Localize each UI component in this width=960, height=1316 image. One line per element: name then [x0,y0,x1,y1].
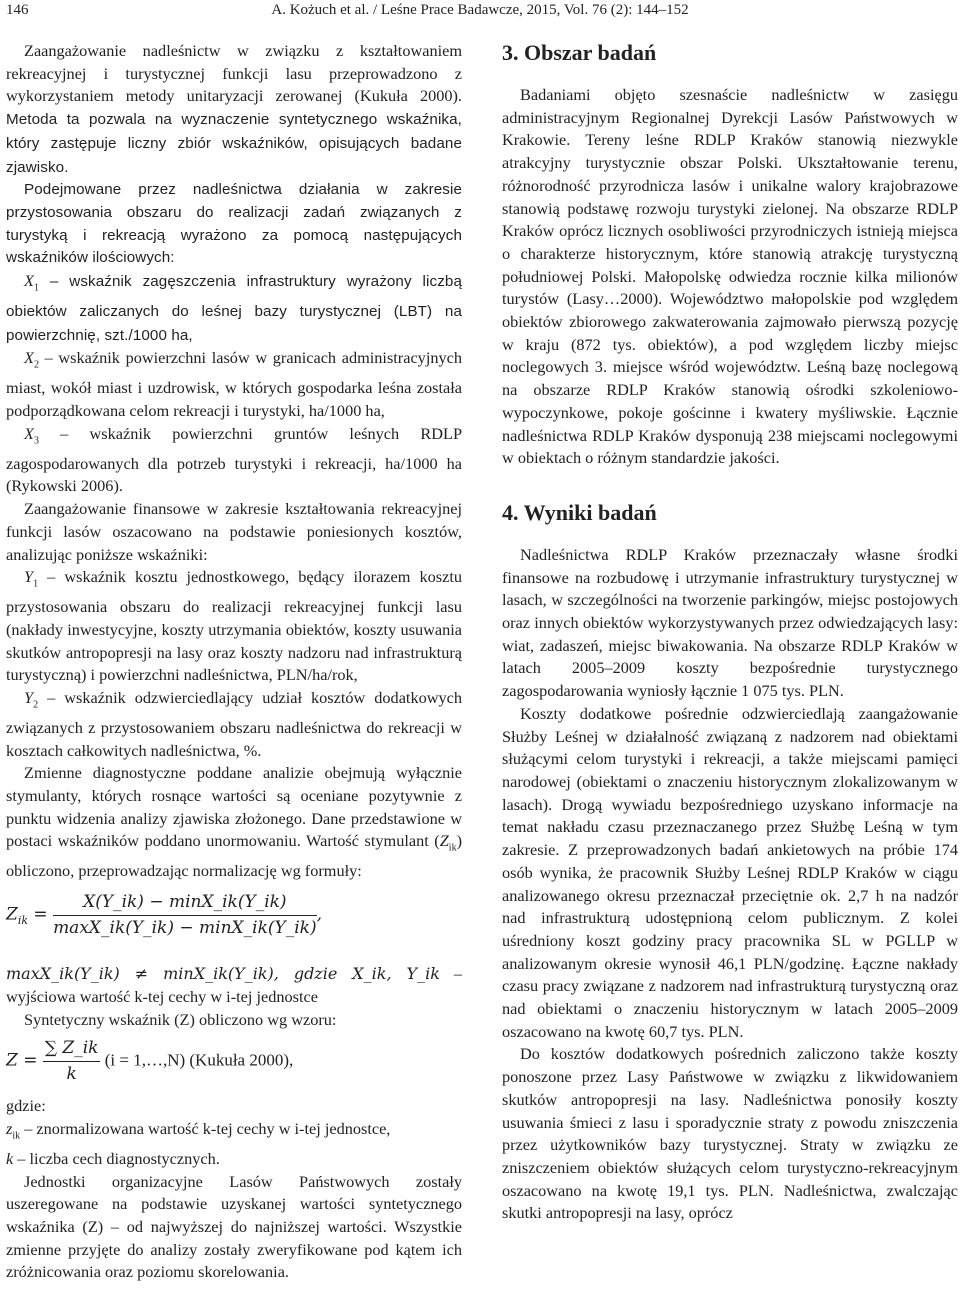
paragraph-financial: Zaangażowanie finansowe w zakresie kształtowania rekreacyjnej funkcji lasów oszacowano na podstawie poniesionych kosztów, analizując poniższe wskaźniki: [6,499,462,564]
paragraph-results-3: Do kosztów dodatkowych pośrednich zaliczono także koszty ponoszone przez Lasy Państwowe w związku z likwidowaniem skutków antropopresji na lasy. Nadleśnictwa ponosiły koszty usuwania śmieci z lasu i sporadycznie straty z powodu zniszczenia przez użytkowników bazy turystycznej. Straty w związku ze zniszczeniem obiektów służących celom turystyczno-rekreacyjnym oszacowano na kwotę 19,1 tys. PLN. Nadleśnictwa, zwalczając skutki antropopresji na lasy, oprócz [502,1044,958,1223]
indicator-y1: $Y_1$ – wskaźnik kosztu jednostkowego, będący ilorazem kosztu przystosowania obszaru do realizacji rekreacyjnej funkcji lasu (nakłady inwestycyjne, koszty utrzymania obiektów, koszty usuwania skutków antropopresji na lasy oraz koszty nadzoru nad infrastrukturą turystyczną) i powierzchni nadleśnictwa, PLN/ha/rok, [6,567,462,685]
where-label: gdzie: [6,1096,46,1116]
synthetic-formula: Z = $\frac{\sum Z\_ik}{k}$ (i = 1,…,N) (Kukuła 2000), [6,1038,294,1084]
paragraph-normalization: Zmienne diagnostyczne poddane analizie obejmują wyłącznie stymulanty, których rosnące wartości są oceniane pozytywnie z punktu widzenia analizy zjawiska złożonego. Dane przedstawione w postaci wskaźników poddano unormowaniu. Wartość stymulant $(Z_{ik})$ obliczono, przeprowadzając normalizację wg formuły: [6,763,462,881]
right-column [502,40,958,1225]
paragraph-actions: Podejmowane przez nadleśnictwa działania w zakresie przystosowania obszaru do realizacji zadań związanych z turystyką i rekreacją wyrażono za pomocą następujących wskaźników ilościowych: [6,181,462,267]
normalization-fraction [53,891,317,939]
synthetic-denominator: k [66,1063,77,1084]
indicator-x1: $X_1$ – wskaźnik zagęszczenia infrastruktury wyrażony liczbą obiektów zaliczanych do leśnej bazy turystycznej (LBT) na powierzchnię, szt./1000 ha, [6,271,462,344]
definition-z: $z_{ik}$ – znormalizowana wartość k-tej cechy w i-tej jednostce, [6,1118,391,1142]
fraction-numerator: X(Y_ik) − minX_ik(Y_ik) [53,891,317,916]
running-title: A. Kożuch et al. / Leśne Prace Badawcze, 2015, Vol. 76 (2): 144–152 [271,2,689,18]
paragraph-results-1: Nadleśnictwa RDLP Kraków przeznaczały własne środki finansowe na rozbudowę i utrzymanie infrastruktury turystycznej w lasach, w szczególności na tworzenie parkingów, miejsc postojowych oraz innych obiektów wykorzystywanych przez odwiedzających lasy: wiat, zadaszeń, miejsc biwakowania. Na obszarze RDLP Kraków w latach 2005–2009 koszty bezpośrednie turystycznego zagospodarowania wyniosły łącznie 1 075 tys. PLN. [502,544,958,701]
synthetic-numerator: ∑ Z_ik [43,1037,101,1062]
running-header [0,0,960,28]
paragraph-ranking: Jednostki organizacyjne Lasów Państwowych zostały uszeregowane na podstawie uzyskanej wartości syntetycznego wskaźnika (Z) – od najwyższej do najniższej wartości. Wszystkie zmienne przyjęte do analizy zostały zweryfikowane pod kątem ich zróżnicowania oraz poziomu skorelowania. [6,1171,462,1282]
section-heading-study-area: 3. Obszar badań [502,40,657,65]
indicator-y2: $Y_2$ – wskaźnik odzwierciedlający udział kosztów dodatkowych związanych z przystosowaniem obszaru nadleśnictwa do rekreacji w kosztach całkowitych nadleśnictwa, %. [6,687,462,760]
section-heading-results: 4. Wyniki badań [502,499,657,525]
fraction-denominator: maxX_ik(Y_ik) − minX_ik(Y_ik) [53,917,317,938]
paragraph-study-area: Badaniami objęto szesnaście nadleśnictw w zasięgu administracyjnym Regionalnej Dyrekcji Lasów Państwowych w Krakowie. Tereny leśne RDLP Kraków stanowią niezwykle atrakcyjny turystycznie obszar Polski. Ukształtowanie terenu, różnorodność przyrodnicza lasów i unikalne walory krajobrazowe stanowią podstawę rozwoju turystyki zielonej. Na obszarze RDLP Kraków oprócz licznych osobliwości przyrodniczych istnieją miejsca o charakterze historycznym, które stanowią atrakcję turystyczną południowej Polski. Małopolskę odwiedza rocznie kilka milionów turystów (Lasy…2000). Województwo małopolskie pod względem obiektów zbiorowego zakwaterowania zajmowało pierwszą pozycję w kraju (872 tys. obiektów), a pod względem liczby miejsc noclegowych 3. miejsce wśród województw. Leśną bazę noclegową na obszarze RDLP Kraków stanowią ośrodki szkoleniowo-wypoczynkowe, pokoje gościnne i kwatery myśliwskie. Łącznie nadleśnictwa RDLP Kraków dysponują 238 miejscami noclegowymi w obiektach o różnym standardzie jakości. [502,85,958,468]
indicator-x3: $X_3$ – wskaźnik powierzchni gruntów leśnych RDLP zagospodarowanych dla potrzeb turystyki i rekreacji, ha/1000 ha (Rykowski 2006). [6,423,462,496]
page-number: 146 [6,2,29,18]
synthetic-fraction [43,1037,101,1085]
definition-k: k – liczba cech diagnostycznych. [6,1148,220,1168]
formula-condition: maxX_ik(Y_ik) ≠ minX_ik(Y_ik), gdzie X_ik, Y_ik – wyjściowa wartość k-tej cechy w i-tej jednostce [6,964,462,1006]
paragraph-intro-method: Metoda ta pozwala na wyznaczenie syntetycznego wskaźnika, który zastępuje liczny zbiór wskaźników, opisujących badane zjawisko. [6,111,462,176]
indicator-x2: $X_2$ – wskaźnik powierzchni lasów w granicach administracyjnych miast, wokół miast i uzdrowisk, w których gospodarka leśna została podporządkowana celom rekreacji i turystyki, ha/1000 ha, [6,348,462,421]
normalization-formula: $Z_{ik}$ = $\frac{X(Y\_ik) - \min X\_ik(Y\_ik)}{\max X\_ik(Y\_ik) - \min X\_ik(Y\_ik)}$ , [6,892,323,938]
left-column [6,40,462,1284]
paragraph-synthetic: Syntetyczny wskaźnik (Z) obliczono wg wzoru: [24,1009,337,1029]
paragraph-intro: Zaangażowanie nadleśnictw w związku z kształtowaniem rekreacyjnej i turystycznej funkcji lasu przeprowadzono z wykorzystaniem metody unitaryzacji zerowanej (Kukuła 2000). Metoda ta pozwala na wyznaczenie syntetycznego wskaźnika, który zastępuje liczny zbiór wskaźników, opisujących badane zjawisko. [6,41,462,176]
paragraph-results-2: Koszty dodatkowe pośrednie odzwierciedlają zaangażowanie Służby Leśnej w działalność związaną z nadzorem nad obiektami służącymi celom turystyki i rekreacji, a także miejscami pamięci narodowej (obiektami o znaczeniu historycznym zlokalizowanym w lasach). Drogą wywiadu bezpośredniego uzyskano informacje na temat nakładu czasu przeznaczanego przez Służbę Leśną w tym zakresie. Z przeprowadzonych badań ankietowych na próbie 174 osób wynika, że pracownik Służby Leśnej RDLP Kraków w ciągu analizowanego okresu przeznaczał przeciętnie ok. 2,7 h na nadzór nad infrastrukturą udostępnioną celom publicznym. Z kolei uśredniony koszt godziny pracy pracownika SL w PGLLP w analizowanym okresie wynosił 46,1 PLN/godzinę. Łączne nakłady czasu pracy związane z nadzorem nad infrastrukturą turystyczną oraz nad obiektami o znaczeniu historycznym w latach 2005–2009 oszacowano na kwotę 60,7 tys. PLN. [502,703,958,1041]
